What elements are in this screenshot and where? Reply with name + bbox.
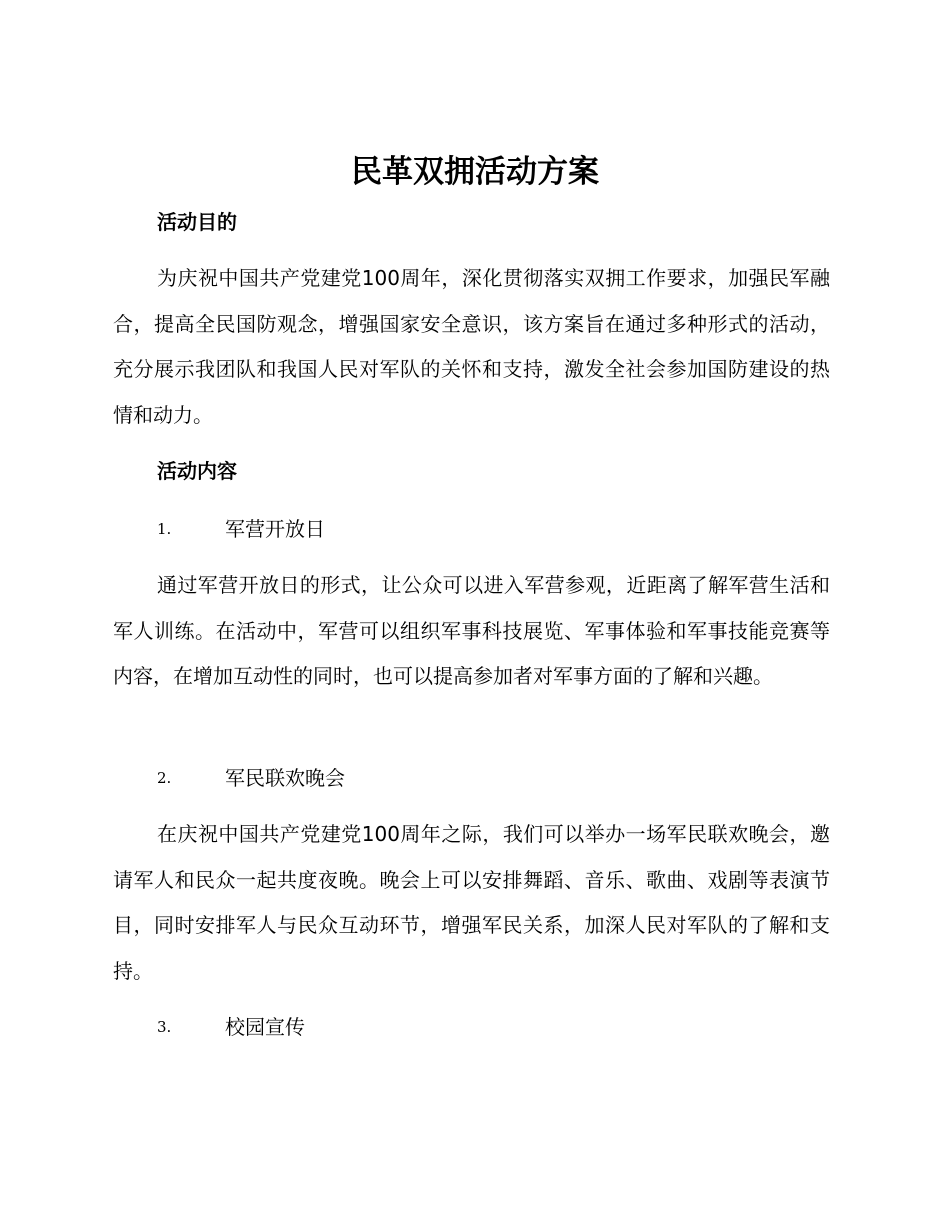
list-item-number: 2. xyxy=(157,769,172,787)
list-item-label: 军营开放日 xyxy=(225,517,325,541)
open-day-paragraph: 通过军营开放日的形式，让公众可以进入军营参观，近距离了解军营生活和军人训练。在活动中，军营可以组织军事科技展览、军事体验和军事技能竞赛等内容，在增加互动性的同时，也可以提高参加者对军事方面的了解和兴趣。 xyxy=(113,573,830,688)
list-item-number: 3. xyxy=(157,1018,172,1036)
purpose-paragraph: 为庆祝中国共产党建党100周年，深化贯彻落实双拥工作要求，加强民军融合，提高全民国防观念，增强国家安全意识，该方案旨在通过多种形式的活动，充分展示我团队和我国人民对军队的关怀和支持，激发全社会参加国防建设的热情和动力。 xyxy=(113,266,830,427)
section-heading-content: 活动内容 xyxy=(157,459,237,483)
list-item-label: 军民联欢晚会 xyxy=(225,766,345,790)
gala-paragraph: 在庆祝中国共产党建党100周年之际，我们可以举办一场军民联欢晚会，邀请军人和民众一起共度夜晚。晚会上可以安排舞蹈、音乐、歌曲、戏剧等表演节目，同时安排军人与民众互动环节，增强军民关系，加深人民对军队的了解和支持。 xyxy=(113,822,830,983)
list-item-number: 1. xyxy=(157,520,172,538)
document-title: 民革双拥活动方案 xyxy=(351,154,599,190)
section-heading-purpose: 活动目的 xyxy=(157,210,237,234)
list-item-label: 校园宣传 xyxy=(225,1015,305,1039)
